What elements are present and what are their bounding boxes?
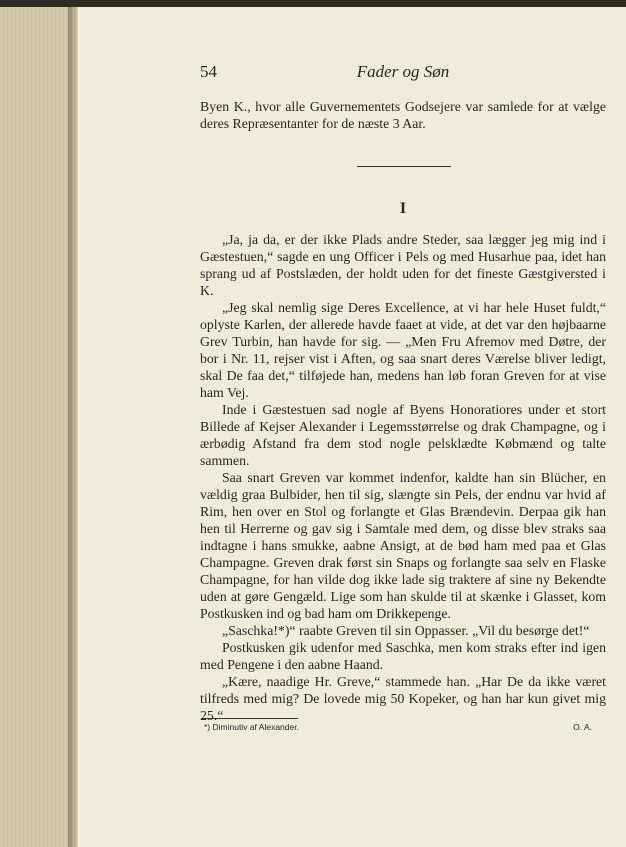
continued-text: [200, 98, 606, 132]
book-page-edges: [0, 7, 78, 847]
footnote: [200, 722, 606, 736]
footnote-divider: [202, 718, 298, 719]
paragraph: „Kære, naadige Hr. Greve,“ stammede han. „Har De da ikke været tilfreds med mig? De lovede mig 50 Kopeker, og han har kun givet mig 25.“: [200, 674, 606, 723]
paragraph: Inde i Gæstestuen sad nogle af Byens Honoratiores under et stort Billede af Kejser Alexander i Legemsstørrelse og drak Champagne, og i ærbødig Afstand fra dem stod nogle pelsklædte Købmænd og talte sammen.: [200, 402, 606, 468]
paragraph: „Saschka!*)“ raabte Greven til sin Oppasser. „Vil du besørge det!“: [222, 623, 590, 638]
paragraph: Byen K., hvor alle Guvernementets Godsejere var samlede for at vælge deres Repræsentanter for de næste 3 Aar.: [200, 99, 606, 131]
page-number: 54: [200, 62, 217, 81]
paragraph: Saa snart Greven var kommet indenfor, kaldte han sin Blücher, en vældig graa Bulbider, hen til sig, slængte sin Pels, der endnu var hvid af Rim, hen over en Stol og forlangte et Glas Brændevin. Derpaa gik han hen til Herrerne og gav sig i Samtale med dem, og disse blev straks saa indtagne i hans smukke, aabne Ansigt, at de bød ham med paa et Glas Champagne. Greven drak først sin Snaps og forlangte saa selv en Flaske Champagne, for han vilde dog ikke lade sig traktere af sine ny Bekendte uden at gøre Gengæld. Lige som han skulde til at skænke i Glasset, kom Postkusken ind og bad ham om Drikkepenge.: [200, 470, 606, 621]
section-divider: [357, 166, 451, 167]
chapter-heading: I: [399, 200, 407, 217]
footnote-text: *) Diminutiv af Alexander.: [204, 722, 299, 732]
footnote-initials: O. A.: [573, 722, 592, 732]
page-header: [200, 62, 610, 86]
running-title: Fader og Søn: [356, 62, 450, 81]
chapter-body: [200, 231, 606, 724]
paragraph: „Jeg skal nemlig sige Deres Excellence, at vi har hele Huset fuldt,“ oplyste Karlen, der allerede havde faaet at vide, at det var den højbaarne Grev Turbin, han havde for sig. — „Men Fru Afremov med Døtre, der bor i Nr. 11, rejser vist i Aften, og saa snart deres Værelse bliver ledigt, skal De faa det,“ tilføjede han, medens han løb foran Greven for at vise ham Vej.: [200, 300, 606, 400]
scan-top-edge: [0, 0, 626, 7]
paragraph: „Ja, ja da, er der ikke Plads andre Steder, saa lægger jeg mig ind i Gæstestuen,“ sagde en ung Officer i Pels og med Husarhue paa, idet han sprang ud af Postslæden, der holdt uden for det fineste Gæstgiversted i K.: [200, 232, 606, 298]
paragraph: Postkusken gik udenfor med Saschka, men kom straks efter ind igen med Pengene i den aabne Haand.: [200, 640, 606, 672]
